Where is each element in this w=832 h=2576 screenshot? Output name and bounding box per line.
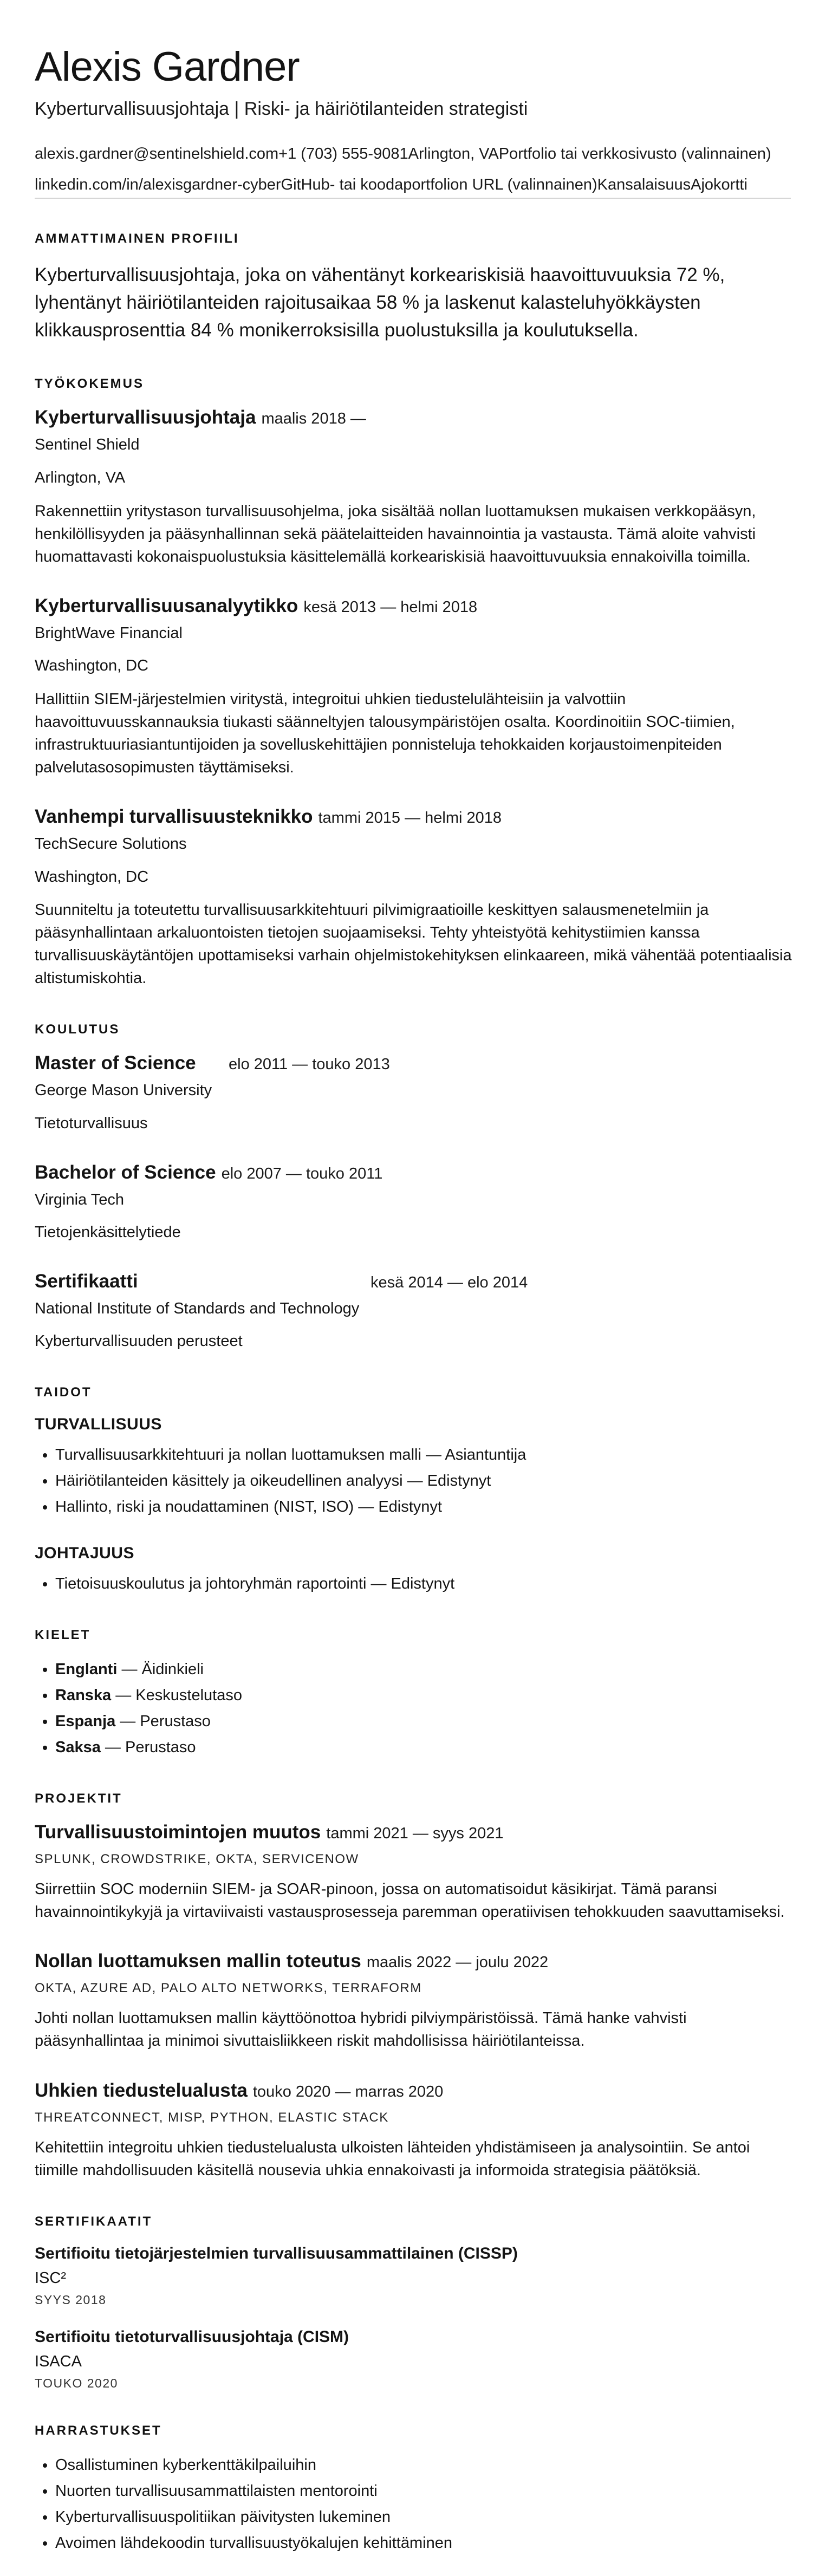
language-name: Englanti <box>55 1661 118 1679</box>
project-dates: touko 2020 — marras 2020 <box>252 2083 444 2100</box>
drivers-license: Ajokortti <box>691 175 748 193</box>
field-of-study: Tietojenkäsittelytiede <box>35 1224 181 1241</box>
section-title: SERTIFIKAATIT <box>35 2214 153 2229</box>
certification-issuer: ISACA <box>35 2352 82 2370</box>
profile-text: Kyberturvallisuusjohtaja, joka on vähentänyt korkeariskisiä haavoittuvuuksia 72 %, lyhentänyt häiriötilanteiden rajoitusaikaa 58 % ja laskenut kalasteluhyökkäysten klikkausprosenttia 84 % monikerroksisilla puolustuksilla ja koulutuksella. <box>35 264 725 341</box>
job-role: Vanhempi turvallisuusteknikko <box>35 806 313 828</box>
job-dates: kesä 2013 — helmi 2018 <box>303 598 478 616</box>
projects-section <box>35 1791 797 2181</box>
project-description: Kehitettiin integroitu uhkien tiedustelualusta ulkoisten lähteiden yhdistämiseen ja analysointiin. Se antoi tiimille mahdollisuuden käsitellä nousevia uhkia ennakoivasti ja informoida strategisia päätöksiä. <box>35 2138 750 2179</box>
language-item: • Espanja — Perustaso <box>55 1710 797 1733</box>
project-item <box>35 1822 797 1923</box>
project-tech: THREATCONNECT, MISP, PYTHON, ELASTIC STACK <box>35 2110 389 2125</box>
project-name: Turvallisuustoimintojen muutos <box>35 1822 321 1843</box>
language-item: • Englanti — Äidinkieli <box>55 1658 797 1681</box>
education-dates: kesä 2014 — elo 2014 <box>370 1273 528 1291</box>
section-title: AMMATTIMAINEN PROFIILI <box>35 231 239 246</box>
email-link[interactable]: alexis.gardner@sentinelshield.com <box>35 145 279 162</box>
language-name: Saksa <box>55 1739 101 1757</box>
certification-name: Sertifioitu tietoturvallisuusjohtaja (CISM) <box>35 2327 349 2346</box>
school-name: George Mason University <box>35 1082 212 1100</box>
project-item <box>35 1950 797 2052</box>
language-list <box>35 1658 797 1759</box>
certifications-section <box>35 2214 797 2391</box>
section-title: KIELET <box>35 1628 91 1643</box>
project-item <box>35 2080 797 2182</box>
language-item: • Saksa — Perustaso <box>55 1736 797 1759</box>
experience-section <box>35 376 797 990</box>
profile-section <box>35 231 797 344</box>
certification-date: TOUKO 2020 <box>35 2376 118 2390</box>
company-name: TechSecure Solutions <box>35 835 187 853</box>
education-item <box>35 1162 797 1244</box>
citizenship: Kansalaisuus <box>597 175 691 193</box>
phone-number: +1 (703) 555-9081 <box>278 145 408 162</box>
certification-item <box>35 2328 797 2391</box>
language-level: Perustaso <box>125 1739 196 1757</box>
experience-item <box>35 407 797 568</box>
skills-section <box>35 1385 797 1595</box>
school-name: Virginia Tech <box>35 1191 124 1208</box>
company-name: Sentinel Shield <box>35 436 140 454</box>
education-dates: elo 2011 — touko 2013 <box>229 1056 390 1074</box>
school-name: National Institute of Standards and Technology <box>35 1299 360 1317</box>
experience-item <box>35 595 797 779</box>
job-location: Washington, DC <box>35 868 149 886</box>
skill-category: TURVALLISUUS <box>35 1415 162 1433</box>
company-name: BrightWave Financial <box>35 624 183 642</box>
hobby-item: • Osallistuminen kyberkenttäkilpailuihin <box>55 2454 797 2476</box>
languages-section <box>35 1628 797 1759</box>
certification-item <box>35 2245 797 2307</box>
project-dates: tammi 2021 — syys 2021 <box>326 1825 504 1843</box>
contact-row-1 <box>35 144 797 165</box>
hobby-item: • Kyberturvallisuuspolitiikan päivitysten lukeminen <box>55 2506 797 2528</box>
degree-title: Master of Science <box>35 1052 196 1074</box>
header-divider <box>35 198 791 199</box>
portfolio-link[interactable]: Portfolio tai verkkosivusto (valinnainen) <box>498 145 771 162</box>
skill-list <box>35 1572 797 1595</box>
skill-item: • Häiriötilanteiden käsittely ja oikeudellinen analyysi — Edistynyt <box>55 1469 797 1492</box>
language-item: • Ranska — Keskustelutaso <box>55 1684 797 1707</box>
education-item <box>35 1271 797 1352</box>
hobby-item: • Avoimen lähdekoodin turvallisuustyökalujen kehittäminen <box>55 2532 797 2554</box>
hobbies-section <box>35 2423 797 2554</box>
job-location: Arlington, VA <box>35 469 126 486</box>
resume-header <box>35 45 797 199</box>
section-title: TYÖKOKEMUS <box>35 376 145 392</box>
language-level: Keskustelutaso <box>135 1687 242 1705</box>
hobby-list <box>35 2454 797 2554</box>
field-of-study: Kyberturvallisuuden perusteet <box>35 1332 243 1350</box>
section-title: KOULUTUS <box>35 1022 120 1037</box>
language-level: Äidinkieli <box>141 1661 204 1679</box>
job-dates: maalis 2018 — <box>261 410 366 428</box>
education-dates: elo 2007 — touko 2011 <box>221 1165 383 1182</box>
headline: Kyberturvallisuusjohtaja | Riski- ja häiriötilanteiden strategisti <box>35 98 528 119</box>
section-title: TAIDOT <box>35 1384 92 1400</box>
certification-date: SYYS 2018 <box>35 2292 107 2307</box>
job-description: Suunniteltu ja toteutettu turvallisuusarkkitehtuuri pilvimigraatioille keskittyen salausmenetelmiin ja pääsynhallintaan arkaluontoisten tietojen suojaamiseksi. Tehty yhteistyötä kehitystiimien kanssa turvallisuuskäytäntöjen upottamiseksi varhain ohjelmistokehityksen elinkaareen, mikä vähentää potentiaalisia altistumiskohtia. <box>35 901 792 987</box>
experience-item <box>35 806 797 990</box>
job-role: Kyberturvallisuusanalyytikko <box>35 595 298 616</box>
project-description: Johti nollan luottamuksen mallin käyttöönottoa hybridi pilviympäristöissä. Tämä hanke vahvisti pääsynhallintaa ja minimoi sivuttaisliikkeen riskit mahdollisissa häiriötilanteissa. <box>35 2009 687 2050</box>
location: Arlington, VA <box>408 145 499 162</box>
language-level: Perustaso <box>140 1713 211 1731</box>
github-link[interactable]: GitHub- tai koodaportfolion URL (valinnainen) <box>281 175 597 193</box>
section-title: PROJEKTIT <box>35 1791 122 1806</box>
contact-row-2 <box>35 174 797 196</box>
language-name: Ranska <box>55 1687 112 1705</box>
education-section <box>35 1022 797 1352</box>
job-description: Hallittiin SIEM-järjestelmien viritystä, integroitui uhkien tiedustelulähteisiin ja valvottiin haavoittuvuusskannauksia tiukasti säänneltyjen talousympäristöjen osalta. Koordinoitiin SOC-tiimien, infrastruktuuriasiantuntijoiden ja sovelluskehittäjien ponnisteluja tehokkaiden korjaustoimenpiteiden palvelutasosopimusten täyttämiseksi. <box>35 690 735 776</box>
project-name: Uhkien tiedustelualusta <box>35 2079 248 2101</box>
hobby-item: • Nuorten turvallisuusammattilaisten mentorointi <box>55 2480 797 2502</box>
degree-title: Bachelor of Science <box>35 1161 216 1183</box>
education-item <box>35 1052 797 1134</box>
certification-name: Sertifioitu tietojärjestelmien turvallisuusammattilainen (CISSP) <box>35 2244 518 2262</box>
job-location: Washington, DC <box>35 657 149 675</box>
job-role: Kyberturvallisuusjohtaja <box>35 407 256 428</box>
skill-item: • Tietoisuuskoulutus ja johtoryhmän raportointi — Edistynyt <box>55 1572 797 1595</box>
job-dates: tammi 2015 — helmi 2018 <box>318 809 502 827</box>
project-tech: SPLUNK, CROWDSTRIKE, OKTA, SERVICENOW <box>35 1852 359 1867</box>
skill-item: • Turvallisuusarkkitehtuuri ja nollan luottamuksen malli — Asiantuntija <box>55 1443 797 1466</box>
skill-list <box>35 1443 797 1518</box>
skill-item: • Hallinto, riski ja noudattaminen (NIST, ISO) — Edistynyt <box>55 1495 797 1518</box>
degree-title: Sertifikaatti <box>35 1270 138 1292</box>
skill-category: JOHTAJUUS <box>35 1544 134 1563</box>
project-tech: OKTA, AZURE AD, PALO ALTO NETWORKS, TERRAFORM <box>35 1981 422 1996</box>
job-description: Rakennettiin yritystason turvallisuusohjelma, joka sisältää nollan luottamuksen mukaisen verkkopääsyn, henkilöllisyyden ja pääsynhallinnan sekä päätelaitteiden havainnointia ja vastausta. Tämä aloite vahvisti huomattavasti kokonaispuolustuksia käsittelemällä korkeariskisiä haavoittuvuuksia ennakoivilla toimilla. <box>35 502 756 565</box>
project-name: Nollan luottamuksen mallin toteutus <box>35 1950 361 1972</box>
certification-issuer: ISC² <box>35 2269 66 2287</box>
field-of-study: Tietoturvallisuus <box>35 1115 148 1132</box>
project-description: Siirrettiin SOC moderniin SIEM- ja SOAR-pinoon, jossa on automatisoidut käsikirjat. Tämä paransi havainnointikykyjä ja virtaviivaisti vastausprosesseja paremman operatiivisen tehokkuuden saavuttamiseksi. <box>35 1881 785 1921</box>
language-name: Espanja <box>55 1713 116 1731</box>
section-title: HARRASTUKSET <box>35 2423 162 2438</box>
project-dates: maalis 2022 — joulu 2022 <box>366 1954 549 1972</box>
candidate-name: Alexis Gardner <box>35 44 300 90</box>
linkedin-link[interactable]: linkedin.com/in/alexisgardner-cyber <box>35 175 281 193</box>
